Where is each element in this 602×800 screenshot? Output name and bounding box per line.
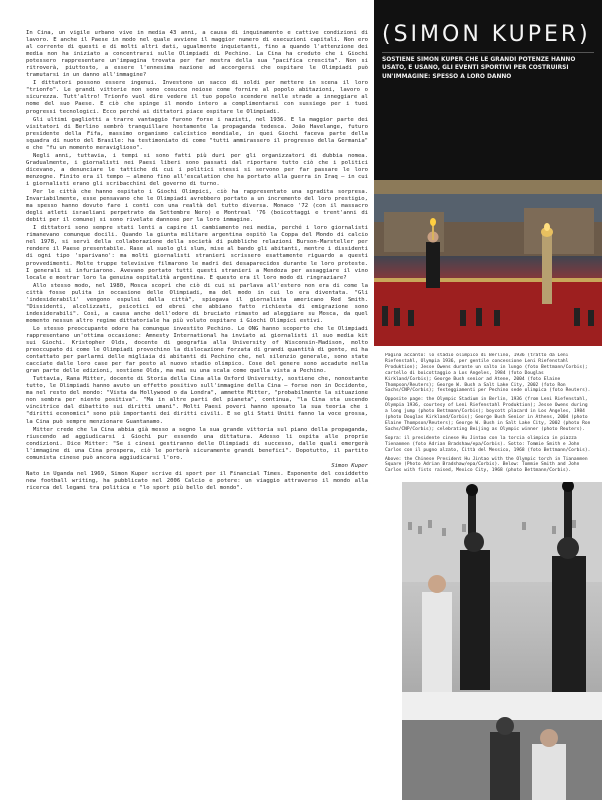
article-column [26, 30, 368, 796]
caption-en-opposite: Opposite page: the Olympic Stadium in Berlin, 1936 (from Leni Riefenstahl, Olympia 1936, courtesy of Leni Riefenstahl Produktion); Jesse Owens during a long jump (photo Bettmann/Corbis); boycott placard in Los Angeles, 1984 (photo Douglas Kirkland/Corbis); George Bush Senior in Athens, 2004 (photo Elaine Thompson/Reuters); George W. Bush in Salt Lake City, 2002 (photo Ron Sachs/CNP/Corbis); celebrating Beijing as Olympic winner (photo Reuters). [385, 397, 591, 432]
caption-it-this-page: Sopra: il presidente cinese Hu Jintao con la torcia olimpica in piazza Tienanmen (foto Adrian Bradshaw/epa/Corbis). Sotto: Tommie Smith e John Carlos con il pugno alzato, Città del Messico, 1968 (foto Bettmann/Corbis). [385, 435, 591, 453]
article-paragraph: In Cina, un vigile urbano vive in media 43 anni, a causa di inquinamento e cattive condizioni di lavoro. E anche il Paese in modo nel quale avviene il maggior numero di esecuzioni capitali. Non ero al corrente di questi e di molti altri dati, ugualmente inquietanti, fino a quando l'attenzione dei media non ha iniziato a concentrarsi sulle Olimpiadi di Pechino. La Cina ha creduto che i Giochi potessero rappresentare un'impagina trovata per far mostra della sua "pacifica crescita". Non si ritroverà, piuttosto, a essere l'ennesima nazione ad accorgersi che ospitare le Olimpiadi può tramutarsi in un danno all'immagine? [26, 30, 368, 79]
article-paragraph: Tuttavia, Rana Mitter, docente di Storia della Cina alla Oxford University, sostiene che, nonostante tutto, le Olimpiadi hanno avuto un effetto positivo sull'immagine della Cina – forse non in Occidente, ma nel resto del mondo: "Vista da Hollywood o da Londra", ammette Mitter, "probabilmente la situazione non sembra per niente positiva". "Ma in altre parti del pianeta", continua, "la Cina sta uscendo vincitrice dal dibattito sui diritti umani". Molti Paesi poveri hanno sposato la sua teoria che i "diritti economici" sono più importanti dei diritti civili. E se gli Stati Uniti fanno la voce grossa, la Cina può sempre menzionare Guantanamo. [26, 376, 368, 425]
article-paragraph: Allo stesso modo, nel 1980, Mosca scoprì che ciò di cui si parlava all'estero non era di come la città fosse pulita in occasione delle Olimpiadi, ma del modo in cui lo era diventata. "Gli 'indesiderabili' vengono espulsi dalla città", spiegava il giornalista americano Red Smith. "Dissidenti, alcolizzati, psicotici ed ebrei che abbiano fatto richiesta di emigrazione sono indesiderabili". Così, a causa anche dell'odore di bruciato rimasto ad aleggiare su Mosca, da quel momento nessun altro regime dittatoriale ha più voluto ospitare i Giochi Olimpici estivi. [26, 282, 368, 324]
torch-ceremony-illustration [374, 194, 602, 346]
photo-podium-1968 [402, 482, 602, 800]
article-paragraph: Lo stesso preoccupante odore ha comunque investito Pechino. Le ONG hanno scoperto che le Olimpiadi rappresentano un'ottima occasione: Amnesty International ha inviato ai giornalisti il suo media kit sui Giochi. Kristopher Olds, docente di geografia alla University of Wisconsin-Madison, molto preoccupato di come le Olimpiadi provochino la dislocazione forzata di grandi quantità di gente, mi ha contattato per parlarmi delle migliaia di abitanti di Pechino che, nel silenzio generale, sono state cacciate dalle loro case per far posto al nuovo stadio olimpico. Cose del genere sono accadute nella gran parte delle edizioni, sostiene Olds, ma mai su una scala come quella vista a Pechino. [26, 325, 368, 375]
header-box [374, 0, 602, 180]
author-title: (SIMON KUPER) [382, 22, 591, 47]
header-divider [382, 52, 594, 53]
photo-captions [385, 353, 593, 475]
caption-it-opposite: Pagina accanto: lo stadio olimpico di Berlino, 1936 (tratto da Leni Riefenstahl, Olympia 1936, per gentile concessione Leni Riefenstahl Produktion); Jesse Owens durante un salto in lungo (foto Bettmann/Corbis); cartello di boicottaggio a Los Angeles, 1984 (foto Douglas Kirkland/Corbis); George Bush senior ad Atene, 2004 (foto Elaine Thompson/Reuters); George W. Bush a Salt Lake City, 2002 (foto Ron Sachs/CNP/Corbis); festeggiamenti per Pechino sede olimpica (foto Reuters). [385, 353, 591, 394]
article-paragraph: I dittatori possono essere ingenui. Investono un sacco di soldi per mettere in scena il loro "trionfo". Le grandi vittorie non sono cosucce noiose come fornire al popolo abitazioni, lavoro o sicurezza. Tutt'altro! Trionfo vuol dire vedere il tuo popolo scendere nelle strade a inneggiare al nome del suo Paese. E ciò che spinge il mondo intero a complimentarsi con sussiego per i tuoi progressi tecnologici. Ecco perché ai dittatori piace ospitare le Olimpiadi. [26, 80, 368, 115]
article-paragraph: Gli ultimi gagliotti a trarre vantaggio furono forse i nazisti, nel 1936. E la maggior parte dei visitatori di Berlino sembrò tranquillare hostamente la propaganda tedesca. João Havelange, futuro presidente della Fifa, massimo organismo calcistico mondiale, in quei Giochi faceva parte della squadra di nuoto del Brasile: ha testimoniato di come "tutti ammirassero il progresso della Germania" e che "fu un momento meraviglioso". [26, 116, 368, 151]
article-paragraph: Mitter crede che la Cina abbia già messo a segno la sua grande vittoria sul piano della propaganda, riuscendo ad aggiudicarsi i Giochi pur essendo una dittatura. Adesso li ospita alle proprie condizioni. Dice Mitter: "Se i cinesi gestiranno delle Olimpiadi di successo, dalle quali emergerà l'immagine di una Cina prospera, ciò le porterà sicuramente grandi benefici". Dopotutto, il partito comunista cinese può ancora aggiudicarsi l'oro. [26, 426, 368, 461]
article-paragraph: I dittatori sono sempre stati lenti a capire il cambiamento nei media, perché i loro giornalisti rimanevano comunque docili. Quando la giunta militare argentina ospitò la Coppa del Mondo di calcio nel 1978, si servì della collaborazione della società di pubbliche relazioni Burson-Marsteller per rendere il Paese presentabile. Rase al suolo gli slum, mise al bando gli abitanti, mentre i dissidenti di ogni tipo 'sparivano': ma molti giornalisti stranieri scrissero esattamente riguardo a questi provvedimenti. Molte truppe televisive filmarono le madri dei desaparecidos durante le loro proteste. I generali si infuriarono. Avevano portato tutti questi stranieri a Mendoza per assaggiare il vino locale e mostrar loro la genuina ospitalità argentina. E questo era il loro modo di ringraziare? [26, 225, 368, 281]
article-paragraph: Per le città che hanno ospitato i Giochi Olimpici, ciò ha rappresentato una sgradita sorpresa. Invariabilmente, esse pensavano che le Olimpiadi avrebbero portato a un incremento del loro prestigio, ma spesso hanno dovuto fare i conti con una realtà del tutto diversa. Monaco '72 (con il massacro degli atleti israeliani perpetrato da Settembre Nero) e Montreal '76 (boicottaggi e trent'anni di debiti per il comune) si sono rivelate dannose per la loro immagine. [26, 189, 368, 224]
gold-strip [374, 180, 602, 194]
article-subtitle: SOSTIENE SIMON KUPER CHE LE GRANDI POTENZE HANNO USATO, E USANO, GLI EVENTI SPORTIVI PER COSTRUIRSI UN'IMMAGINE: SPESSO A LORO DANNO [382, 57, 576, 80]
caption-en-this-page: Above: the Chinese President Hu Jintao with the Olympic torch in Tiananmen Square (Photo Adrian Bradshaw/epa/Corbis). Below: Tommie Smith and John Carlos with fists raised, Mexico City, 1968 (photo Bettmann/Corbis). [385, 456, 588, 474]
photo-torch-ceremony [374, 194, 602, 346]
author-signature: Simon Kuper [331, 462, 368, 469]
podium-illustration [402, 482, 602, 800]
author-bio: Nato in Uganda nel 1969, Simon Kuper scrive di sport per il Financial Times. Esponente del cosiddetto new football writing, ha pubblicato nel 2006 Calcio e potere: un viaggio attraverso il mondo alla ricerca del legami tra politica e "lo sport più bello del mondo". [26, 470, 368, 491]
article-paragraph: Negli anni, tuttavia, i tempi si sono fatti più duri per gli organizzatori di dubbia nomea. Gradualmente, i giornalisti nei Paesi liberi sono passati dal riportare tutto ciò che i politici dicevano, a denunciare le tattiche di cui i politici stessi si servono per far passare le loro menzogne. Finito era il tempo – almeno fino all'escalation che ha portato alla guerra in Iraq – in cui i giornalisti erano gli scribacchini del governo di turno. [26, 152, 368, 187]
